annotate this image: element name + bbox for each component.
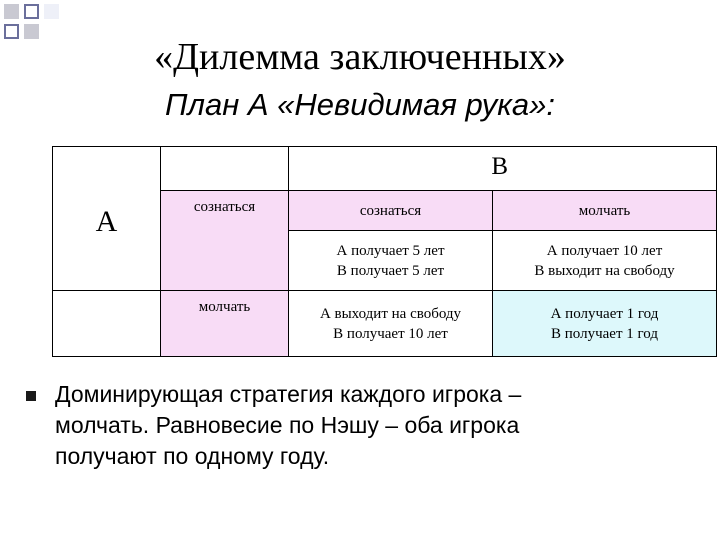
row-header-label: молчать bbox=[198, 299, 251, 315]
payoff-cell-silent-silent bbox=[493, 291, 717, 357]
deco-square bbox=[4, 4, 19, 19]
row-header-a-confess bbox=[161, 191, 289, 291]
payoff-text: А получает 5 лет В получает 5 лет bbox=[336, 242, 445, 279]
payoff-cell-confess-confess bbox=[289, 231, 493, 291]
player-a-cell bbox=[53, 147, 161, 291]
bullet-text: Доминирующая стратегия каждого игрока – молчать. Равновесие по Нэшу – оба игрока получают по одному году. bbox=[55, 381, 522, 469]
payoff-text: А получает 1 год В получает 1 год bbox=[550, 305, 659, 342]
payoff-cell-silent-confess bbox=[289, 291, 493, 357]
slide-title: «Дилемма заключенных» bbox=[154, 36, 566, 78]
player-a-label: A bbox=[95, 205, 118, 238]
payoff-text: А получает 10 лет В выходит на свободу bbox=[534, 242, 675, 279]
deco-square bbox=[24, 4, 39, 19]
row-header-label: сознаться bbox=[193, 199, 256, 215]
player-b-label: B bbox=[491, 153, 508, 180]
payoff-matrix bbox=[52, 146, 717, 357]
bullet-square-icon bbox=[26, 391, 36, 401]
row-a-spacer bbox=[53, 291, 161, 357]
slide-subtitle: План А «Невидимая рука»: bbox=[165, 87, 555, 122]
payoff-text: А выходит на свободу В получает 10 лет bbox=[319, 305, 462, 342]
row-header-a-silent bbox=[161, 291, 289, 357]
col-header-b-confess: сознаться bbox=[289, 191, 493, 231]
payoff-cell-confess-silent bbox=[493, 231, 717, 291]
col-header-b-silent: молчать bbox=[493, 191, 717, 231]
deco-square bbox=[44, 4, 59, 19]
player-b-cell bbox=[289, 147, 717, 191]
corner-cell bbox=[161, 147, 289, 191]
